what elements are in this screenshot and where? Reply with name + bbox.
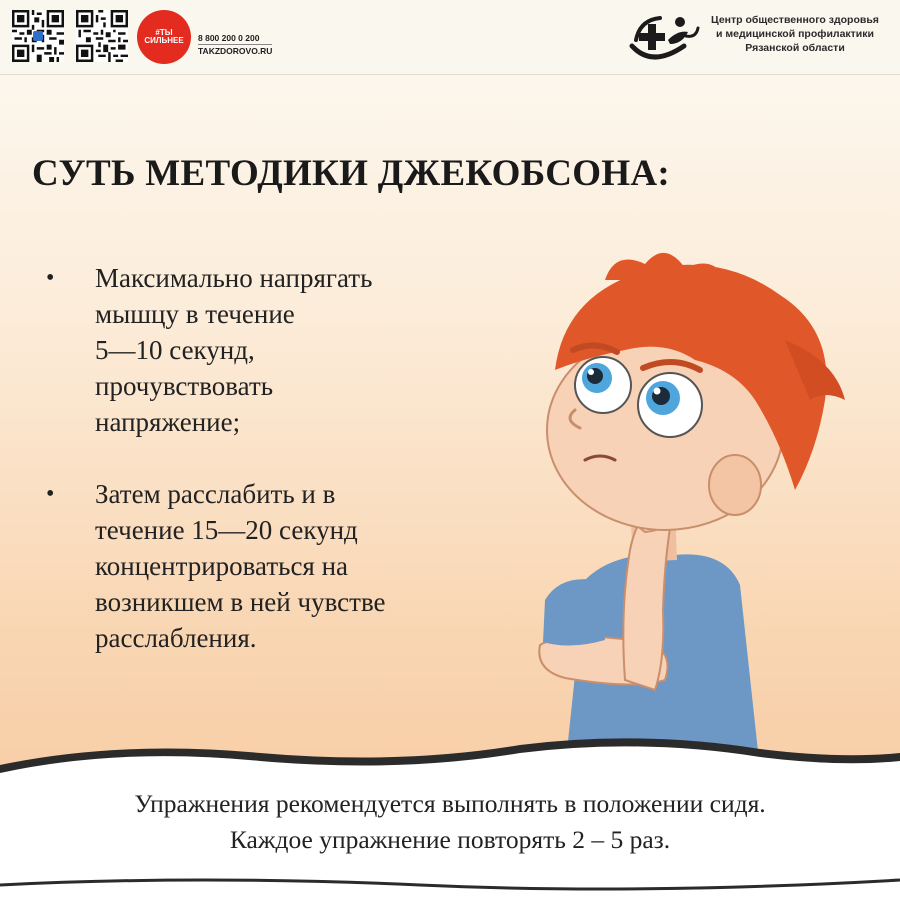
- bullet-line: течение 15—20 секунд: [95, 515, 358, 545]
- health-center-logo: [622, 10, 700, 66]
- header-bar: [0, 0, 900, 75]
- bullet-marker: •: [46, 481, 55, 507]
- qr-code-icon[interactable]: [76, 10, 128, 62]
- footer-note: [0, 786, 900, 858]
- bullet-text: [95, 476, 510, 656]
- bullet-list: [40, 260, 510, 692]
- org-name-line: Центр общественного здоровья: [711, 14, 879, 26]
- bullet-item: [40, 260, 510, 440]
- hotline-info: [198, 33, 272, 56]
- org-name-line: Рязанской области: [745, 42, 845, 55]
- bullet-line: прочувствовать: [95, 371, 274, 401]
- bullet-line: концентрироваться на: [95, 551, 349, 581]
- bullet-line: Максимально напрягать: [95, 263, 373, 293]
- bullet-line: возникшем в ней чувстве: [95, 587, 386, 617]
- qr-code-vk-icon[interactable]: [12, 10, 64, 62]
- organization-name: [700, 13, 890, 56]
- bullet-item: [40, 476, 510, 656]
- page-title: СУТЬ МЕТОДИКИ ДЖЕКОБСОНА:: [32, 153, 671, 194]
- hotline-site: TAKZDOROVO.RU: [198, 45, 273, 56]
- footer-line: Упражнения рекомендуется выполнять в положении сидя.: [134, 789, 766, 818]
- org-name-line: и медицинской профилактики: [716, 28, 874, 41]
- bullet-line: 5—10 секунд,: [95, 335, 255, 365]
- thinking-boy-illustration: [525, 250, 865, 770]
- ty-silnee-logo: [137, 10, 191, 64]
- bullet-marker: •: [46, 265, 55, 291]
- bullet-line: Затем расслабить и в: [95, 479, 336, 509]
- bullet-line: расслабления.: [95, 623, 257, 653]
- footer-line: Каждое упражнение повторять 2 – 5 раз.: [229, 825, 671, 854]
- hotline-phone: 8 800 200 0 200: [198, 33, 260, 43]
- bullet-line: напряжение;: [95, 407, 241, 437]
- bullet-text: [95, 260, 510, 440]
- bullet-line: мышцу в течение: [95, 299, 295, 329]
- promo-logo-text: #ТЫ СИЛЬНЕЕ: [144, 27, 184, 45]
